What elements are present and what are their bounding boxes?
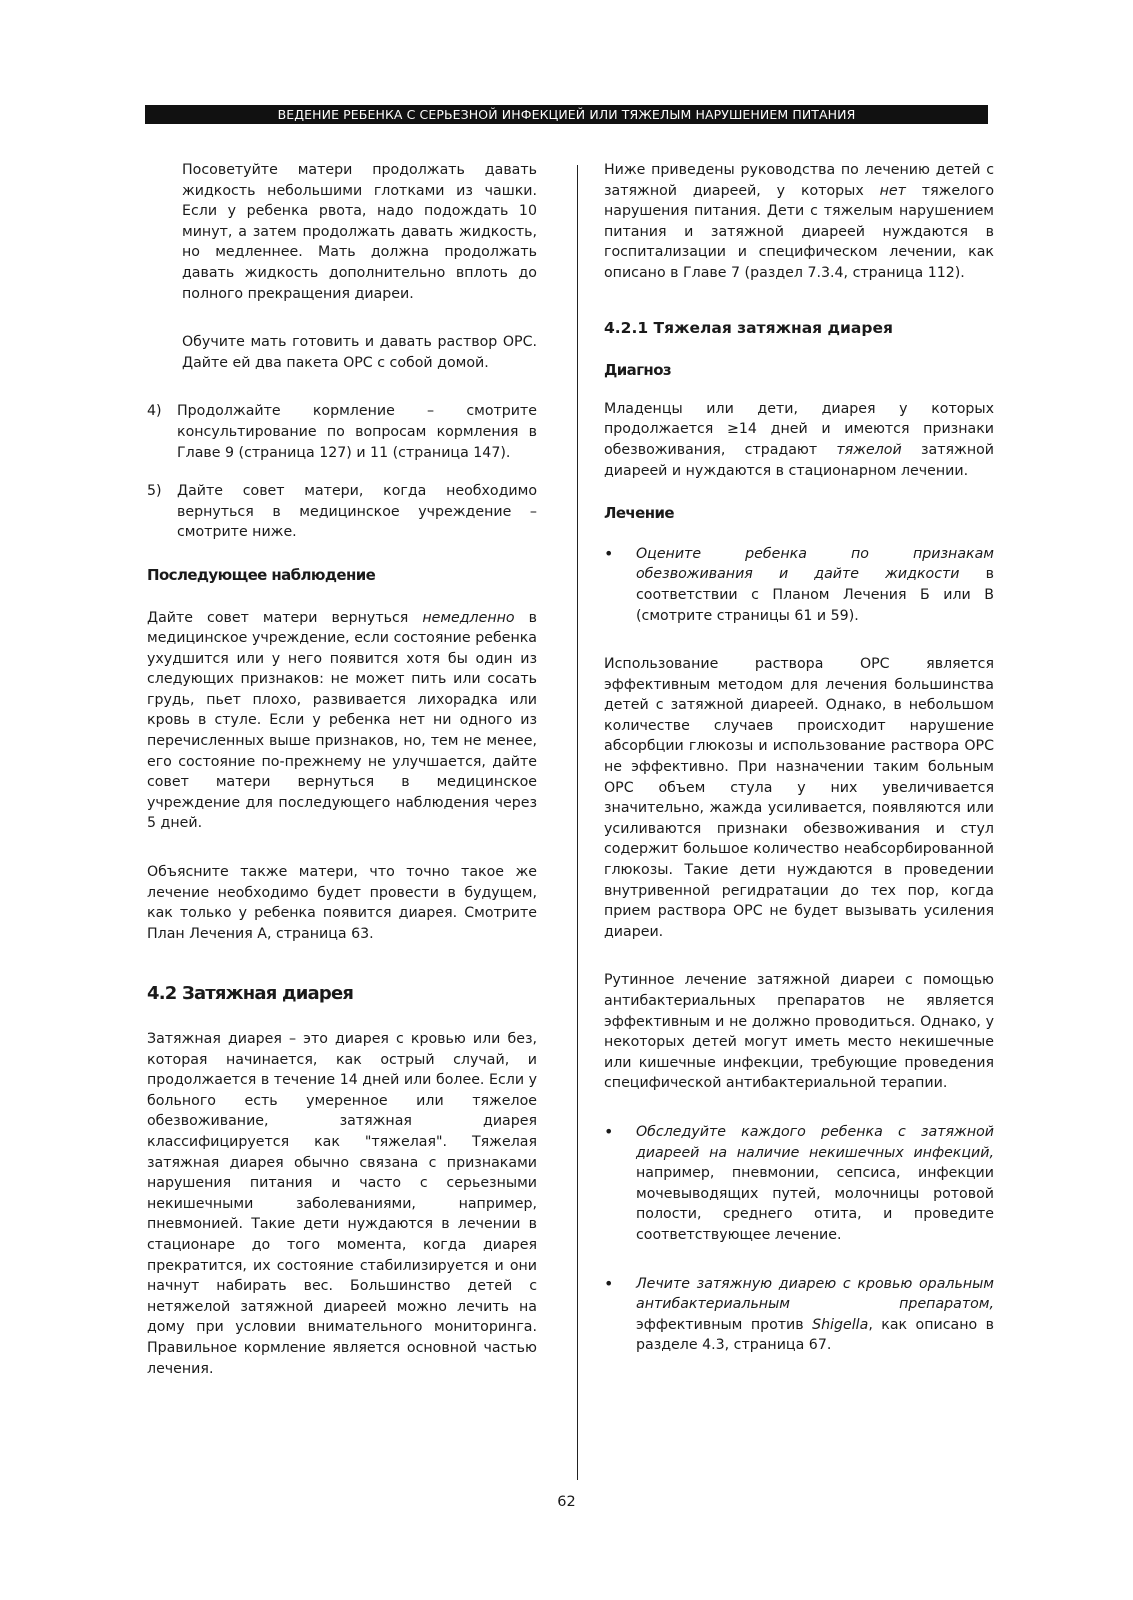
treatment-heading: Лечение	[604, 504, 674, 523]
paragraph: Использование раствора ОРС является эффективным методом для лечения большинства детей с затяжной диареей. Однако, в небольшом количестве случаев происходит нарушение абсорбции глюкозы и использование раствора ОРС не эффективно. При назначении таким больным ОРС объем стула у них увеличивается значительно, жажда усиливается, появляются или усиливаются признаки обезвоживания и стул содержит большое количество неабсорбированной глюкозы. Такие дети нуждаются в проведении внутривенной регидратации до тех пор, когда прием раствора ОРС не будет вызывать усиления диареи.	[604, 656, 994, 940]
item-text: Дайте совет матери, когда необходимо вернуться в медицинское учреждение – смотрите ниже.	[177, 483, 537, 541]
subsection-heading: 4.2.1 Тяжелая затяжная диарея	[604, 318, 893, 337]
paragraph: Младенцы или дети, диарея у которых продолжается ≥14 дней и имеются признаки обезвоживания, страдают тяжелой затяжной диареей и нуждаются в стационарном лечении.	[604, 400, 994, 479]
diagnosis-heading: Диагноз	[604, 361, 672, 380]
bullet-item	[604, 1122, 994, 1246]
item-text: Продолжайте кормление – смотрите консультирование по вопросам кормления в Главе 9 (страница 127) и 11 (страница 147).	[177, 403, 537, 461]
section-heading: 4.2 Затяжная диарея	[147, 983, 354, 1005]
bullet-item	[604, 544, 994, 626]
bullet-text: Обследуйте каждого ребенка с затяжной диареей на наличие некишечных инфекций, например, пневмонии, сепсиса, инфекции мочевыводящих путей, молочницы ротовой полости, среднего отита, и проведите соответствующее лечение.	[636, 1123, 994, 1243]
bullet-text: Оцените ребенка по признакам обезвоживания и дайте жидкости в соответствии с Планом Лечения Б или В (смотрите страницы 61 и 59).	[636, 545, 994, 624]
page-number: 62	[557, 1494, 576, 1510]
item-number: 5)	[147, 483, 162, 500]
left-column	[147, 160, 537, 1379]
paragraph: Рутинное лечение затяжной диареи с помощью антибактериальных препаратов не является эффективным и не должно проводиться. Однако, у некоторых детей могут иметь место некишечные или кишечные инфекции, требующие проведения специфической антибактериальной терапии.	[604, 972, 994, 1092]
paragraph: Посоветуйте матери продолжать давать жидкость небольшими глотками из чашки. Если у ребенка рвота, надо подождать 10 минут, а затем продолжать давать жидкость, но медленнее. Мать должна продолжать давать жидкость дополнительно вплоть до полного прекращения диареи.	[182, 162, 537, 302]
bullet-text: Лечите затяжную диарею с кровью оральным антибактериальным препаратом, эффективным против Shigella, как описано в разделе 4.3, страница 67.	[636, 1275, 994, 1354]
paragraph: Обучите мать готовить и давать раствор ОРС. Дайте ей два пакета ОРС с собой домой.	[182, 334, 537, 371]
running-header	[145, 105, 988, 124]
bullet-icon: •	[604, 543, 614, 563]
item-number: 4)	[147, 403, 162, 420]
paragraph: Затяжная диарея – это диарея с кровью или без, которая начинается, как острый случай, и продолжается в течение 14 дней или более. Если у больного есть умеренное или тяжелое обезвоживание, затяжная диарея классифицируется как "тяжелая". Тяжелая затяжная диарея обычно связана с признаками нарушения питания и часто с серьезными некишечными заболеваниями, например, пневмонией. Такие дети нуждаются в лечении в стационаре до того момента, когда диарея прекратится, их состояние стабилизируется и они начнут набирать вес. Большинство детей с нетяжелой затяжной диареей можно лечить на дому при условии внимательного мониторинга. Правильное кормление является основной частью лечения.	[147, 1031, 537, 1377]
paragraph: Объясните также матери, что точно такое же лечение необходимо будет провести в будущем, как только у ребенка появится диарея. Смотрите План Лечения А, страница 63.	[147, 864, 537, 942]
paragraph: Ниже приведены руководства по лечению детей с затяжной диареей, у которых нет тяжелого нарушения питания. Дети с тяжелым нарушением питания и затяжной диареей нуждаются в госпитализации и специфическом лечении, как описано в Главе 7 (раздел 7.3.4, страница 112).	[604, 162, 994, 281]
numbered-item	[147, 401, 537, 463]
numbered-item	[147, 481, 537, 543]
followup-heading: Последующее наблюдение	[147, 565, 376, 584]
right-column	[604, 160, 994, 1356]
bullet-icon: •	[604, 1121, 614, 1141]
bullet-icon: •	[604, 1273, 614, 1293]
paragraph: Дайте совет матери вернуться немедленно в медицинское учреждение, если состояние ребенка ухудшится или у него появится хотя бы один из следующих признаков: не может пить или сосать грудь, пьет плохо, развивается лихорадка или кровь в стуле. Если у ребенка нет ни одного из перечисленных выше признаков, но, тем не менее, его состояние по-прежнему не улучшается, дайте совет матери вернуться в медицинское учреждение для последующего наблюдения через 5 дней.	[147, 609, 537, 832]
running-header-title: ВЕДЕНИЕ РЕБЕНКА С СЕРЬЕЗНОЙ ИНФЕКЦИЕЙ ИЛИ ТЯЖЕЛЫМ НАРУШЕНИЕМ ПИТАНИЯ	[277, 107, 856, 122]
column-divider	[577, 165, 578, 1480]
bullet-item	[604, 1274, 994, 1356]
